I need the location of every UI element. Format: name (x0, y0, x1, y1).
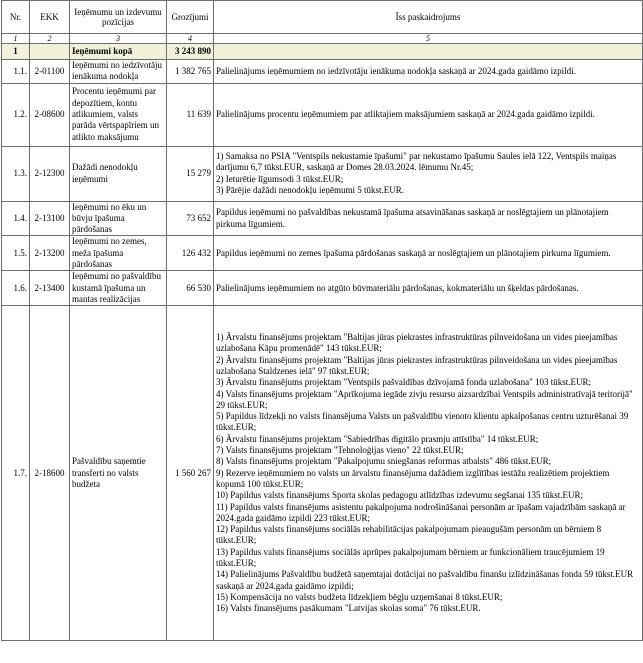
explanation-line: 7) Valsts finansējums projektam "Tehnoloģijas vieno" 22 tūkst.EUR; (216, 445, 464, 456)
column-number: 3 (70, 34, 167, 44)
row-nr: 1.7. (2, 306, 30, 641)
row-position: Ieņēmumi no pašvaldību kustamā īpašuma un mantas realizācijas (70, 271, 167, 306)
row-position: Ieņēmumi no zemes, meža īpašuma pārdošanas (70, 236, 167, 271)
table-row (2, 271, 643, 306)
row-explanation (214, 83, 643, 146)
total-explanation (214, 44, 643, 60)
row-explanation (214, 201, 643, 236)
column-number: 1 (2, 34, 30, 44)
row-position: Dažādi nenodokļu ieņēmumi (70, 146, 167, 201)
explanation-line: 1) Ārvalstu finansējums projektam "Baltijas jūras piekrastes infrastruktūras pilnveidošana un vides pieejamības uzlabošana Kāpu promenādē" 143 tūkst.EUR; (216, 332, 618, 354)
explanation-line: Palielinājums ieņēmumiem no iedzīvotāju ienākuma nodokļa saskaņā ar 2024.gada gaidāmo izpildi. (216, 65, 576, 76)
explanation-line: Palielinājums procentu ieņēmumiem par atliktajiem maksājumiem saskaņā ar 2024.gada gaidāmo izpildi. (216, 108, 595, 119)
explanation-line: 1) Samaksa no PSIA "Ventspils nekustamie īpašumi" par nekustamo īpašumu Saules ielā 122, Ventspils maiņas darījumu 6,7 tūkst.EUR, saskaņā ar Domes 28.03.2024. lēmumu Nr.45; (216, 151, 617, 173)
column-number: 5 (214, 34, 643, 44)
row-position: Ieņēmumi no iedzīvotāju ienākuma nodokļa (70, 60, 167, 84)
row-explanation (214, 60, 643, 84)
explanation-line: 2) Ieturētie līgumsodi 3 tūkst.EUR; (216, 173, 344, 184)
table-row (2, 201, 643, 236)
row-nr: 1.6. (2, 271, 30, 306)
row-nr: 1.3. (2, 146, 30, 201)
header-amendments: Grozījumi (167, 1, 214, 34)
explanation-line: 16) Valsts finansējums pasākumam "Latvijas skolas soma" 76 tūkst.EUR. (216, 603, 481, 614)
row-amount: 66 530 (167, 271, 214, 306)
explanation-line: Papildus ieņēmumi no zemes īpašuma pārdošanas saskaņā ar noslēgtajiem un plānotajiem pirkuma līgumiem. (216, 247, 611, 258)
total-label: Ieņēmumi kopā (70, 44, 167, 60)
row-amount: 126 432 (167, 236, 214, 271)
row-explanation (214, 306, 643, 641)
explanation-line: 14) Palielinājums Pašvaldību budžetā saņemtajai dotācijai no pašvaldību finanšu izlīdzināšanas fonda 59 tūkst.EUR saskaņā ar 2024.gada gaidāmo izpildi; (216, 569, 634, 591)
table-row (2, 83, 643, 146)
row-nr: 1.2. (2, 83, 30, 146)
row-ekk: 2-01100 (30, 60, 70, 84)
row-position: Pašvaldību saņemtie transferti no valsts budžeta (70, 306, 167, 641)
header-explanation: Īss paskaidrojums (214, 1, 643, 34)
row-amount: 11 639 (167, 83, 214, 146)
row-nr: 1.1. (2, 60, 30, 84)
row-nr: 1.4. (2, 201, 30, 236)
header-ekk: EKK (30, 1, 70, 34)
total-row (2, 44, 643, 60)
total-ekk (30, 44, 70, 60)
row-ekk: 2-13400 (30, 271, 70, 306)
row-amount: 1 382 765 (167, 60, 214, 84)
row-ekk: 2-12300 (30, 146, 70, 201)
row-amount: 1 560 267 (167, 306, 214, 641)
table-row (2, 306, 643, 641)
row-amount: 73 652 (167, 201, 214, 236)
explanation-line: 15) Kompensācija no valsts budžeta līdzekļiem bēgļu uzņemšanai 8 tūkst.EUR; (216, 591, 503, 602)
explanation-line: Papildus ieņēmumi no pašvaldības nekustamā īpašuma atsavināšanas saskaņā ar noslēgtajiem un plānotajiem pirkuma līgumiem. (216, 207, 609, 229)
table-row (2, 60, 643, 84)
row-ekk: 2-08600 (30, 83, 70, 146)
row-explanation (214, 146, 643, 201)
explanation-line: 8) Valsts finansējums projektam "Pakalpojumu sniegšanas reformas atbalsts" 486 tūkst.EUR; (216, 456, 552, 467)
total-nr: 1 (2, 44, 30, 60)
explanation-line: 6) Ārvalstu finansējums projektam "Sabiedrības digitālo prasmju attīstība" 14 tūkst.EUR; (216, 433, 539, 444)
header-row (2, 1, 643, 34)
total-amount: 3 243 890 (167, 44, 214, 60)
budget-table (1, 0, 643, 641)
explanation-line: 3) Ārvalstu finansējums projektam "Ventspils pašvaldības dzīvojamā fonda uzlabošana" 103 tūkst.EUR; (216, 377, 592, 388)
row-explanation (214, 236, 643, 271)
row-explanation (214, 271, 643, 306)
explanation-line: Palielinājums ieņēmumiem no atgūto būvmateriālu pārdošanas, kokmateriālu un šķeldas pārdošanas. (216, 282, 579, 293)
explanation-line: 5) Papildus līdzekļi no valsts finansējuma Valsts un pašvaldību vienoto klientu apkalpošanas centru uzturēšanai 39 tūkst.EUR; (216, 411, 629, 433)
explanation-line: 12) Papildus valsts finansējums sociālās rehabilitācijas pakalpojumam pieaugušām personām un bērniem 8 tūkst.EUR; (216, 524, 602, 546)
row-position: Procentu ieņēmumi par depozītiem, kontu atlikumiem, valsts parāda vērtspapīriem un atlikto maksājumu (70, 83, 167, 146)
column-number: 4 (167, 34, 214, 44)
column-number: 2 (30, 34, 70, 44)
row-ekk: 2-18600 (30, 306, 70, 641)
header-nr: Nr. (2, 1, 30, 34)
column-number-row (2, 34, 643, 44)
row-ekk: 2-13200 (30, 236, 70, 271)
row-position: Ieņēmumi no ēku un būvju īpašuma pārdošanas (70, 201, 167, 236)
row-nr: 1.5. (2, 236, 30, 271)
explanation-line: 9) Rezerve ieņēmumiem no valsts un ārvalstu finansējuma dažādiem izglītības iestāžu realizētiem projektiem kopumā 100 tūkst.EUR; (216, 467, 610, 489)
row-amount: 15 279 (167, 146, 214, 201)
explanation-line: 2) Ārvalstu finansējums projektam "Baltijas jūras piekrastes infrastruktūras pilnveidošana un vides pieejamības uzlabošana Staldzenes ielā" 97 tūkst.EUR; (216, 354, 618, 376)
table-row (2, 146, 643, 201)
explanation-line: 4) Valsts finansējums projektam "Aprīkojuma iegāde zivju resursu aizsardzībai Ventspils administratīvajā teritorijā" 29 tūkst.EUR; (216, 388, 633, 410)
explanation-line: 11) Papildus valsts finansējums asistentu pakalpojuma nodrošināšanai personām ar īpašam vajadzībām saskaņā ar 2024.gada gaidāmo izpildi 223 tūkst.EUR; (216, 501, 626, 523)
explanation-line: 10) Papildus valsts finansējums Sporta skolas pedagogu atlīdzības izdevumu segšanai 135 tūkst.EUR; (216, 490, 583, 501)
explanation-line: 13) Papildus valsts finansējums sociālās aprūpes pakalpojumam bērniem ar funkcionāliem traucējumiem 19 tūkst.EUR; (216, 546, 605, 568)
table-row (2, 236, 643, 271)
explanation-line: 3) Pārējie dažādi nenodokļu ieņēmumi 5 tūkst.EUR. (216, 184, 404, 195)
header-position: Ieņēmumu un izdevumu pozīcijas (70, 1, 167, 34)
row-ekk: 2-13100 (30, 201, 70, 236)
